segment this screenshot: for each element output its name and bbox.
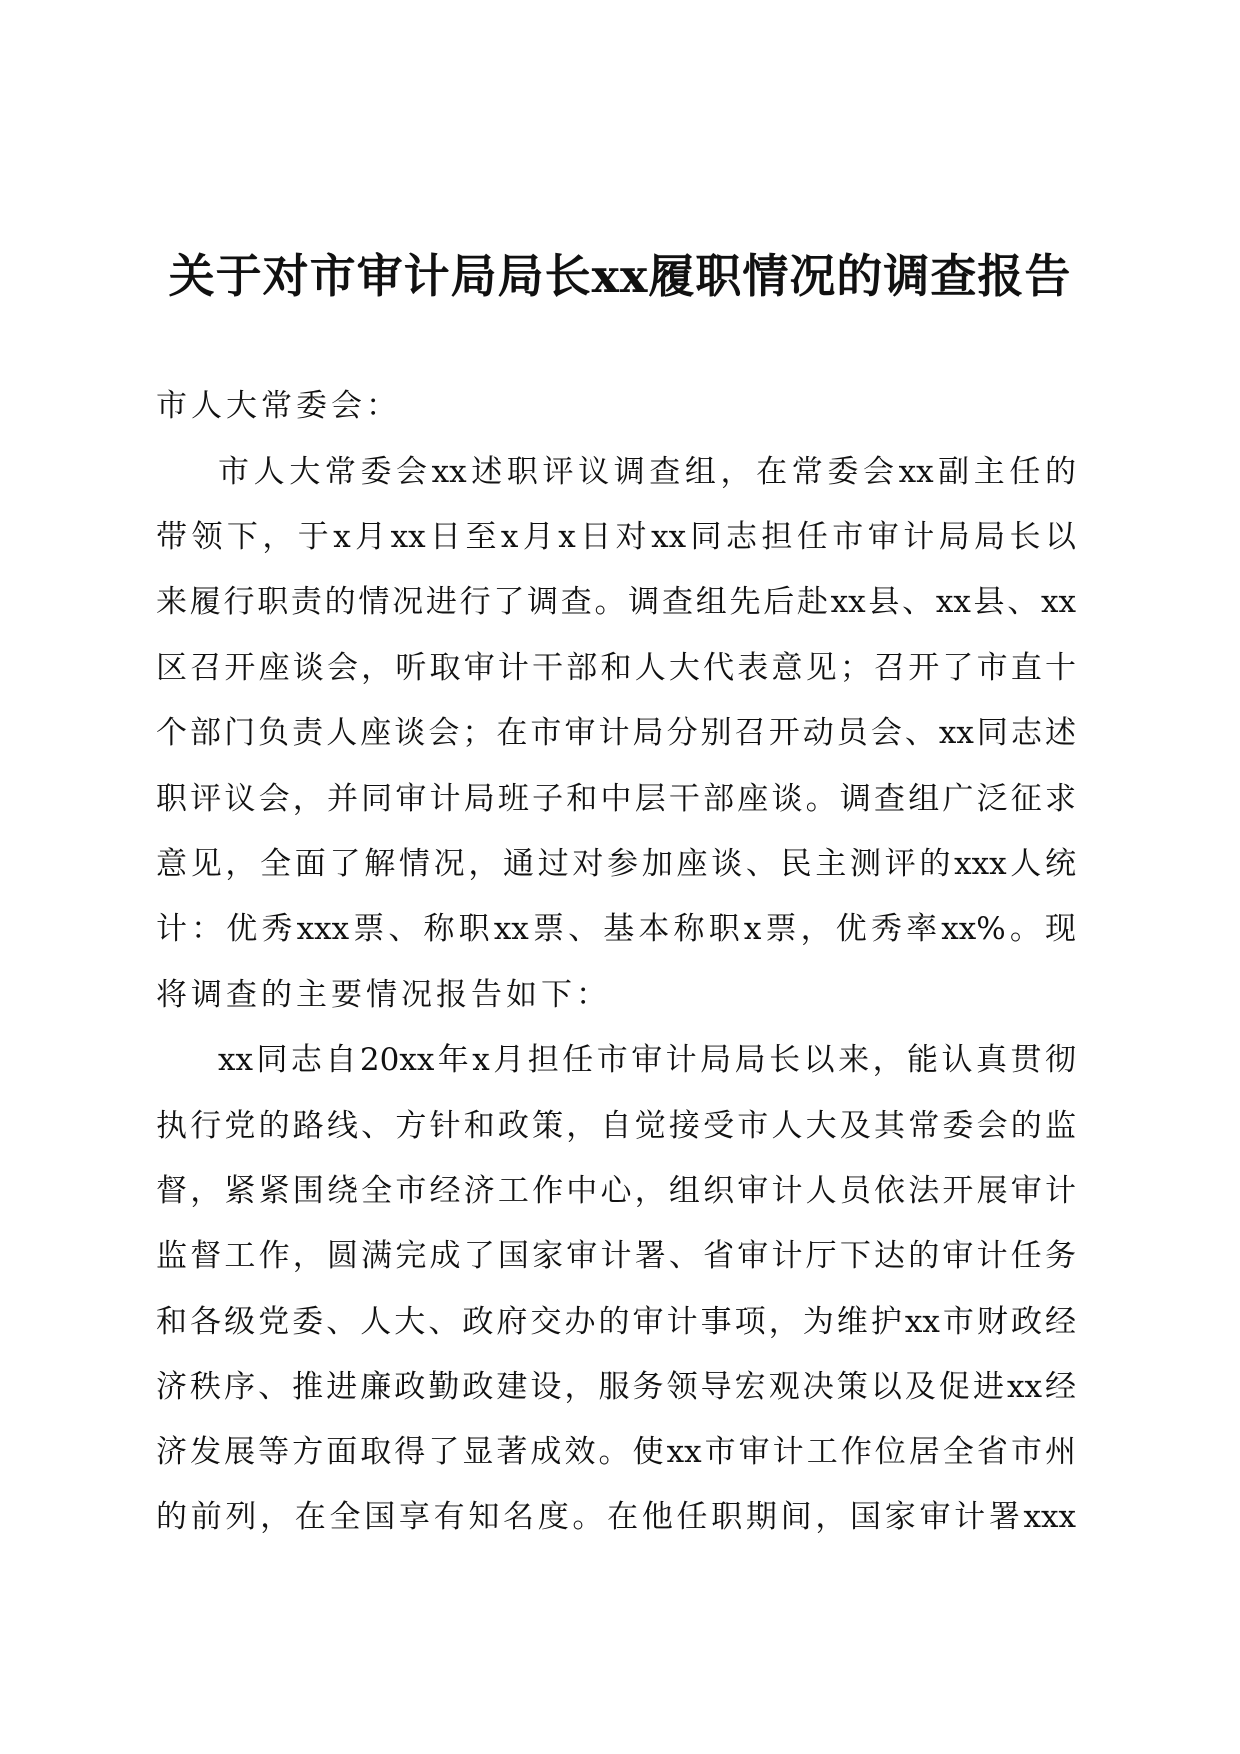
paragraph-line: 济秩序、推进廉政勤政建设，服务领导宏观决策以及促进xx经 bbox=[156, 1369, 1076, 1405]
paragraph-line: 意见，全面了解情况，通过对参加座谈、民主测评的xxx人统 bbox=[156, 846, 1076, 882]
paragraph-line: 的前列，在全国享有知名度。在他任职期间，国家审计署xxx bbox=[156, 1499, 1076, 1535]
paragraph-line: 和各级党委、人大、政府交办的审计事项，为维护xx市财政经 bbox=[156, 1304, 1076, 1340]
paragraph-line: 来履行职责的情况进行了调查。调查组先后赴xx县、xx县、xx bbox=[156, 584, 1076, 620]
paragraph-line: 济发展等方面取得了显著成效。使xx市审计工作位居全省市州 bbox=[156, 1434, 1076, 1470]
paragraph-line: 计：优秀xxx票、称职xx票、基本称职x票，优秀率xx%。现 bbox=[156, 911, 1076, 947]
paragraph-line: 督，紧紧围绕全市经济工作中心，组织审计人员依法开展审计 bbox=[156, 1173, 1076, 1209]
paragraph-line: xx同志自20xx年x月担任市审计局局长以来，能认真贯彻 bbox=[218, 1042, 1076, 1078]
paragraph-line: 职评议会，并同审计局班子和中层干部座谈。调查组广泛征求 bbox=[156, 781, 1076, 817]
salutation: 市人大常委会： bbox=[156, 388, 401, 424]
paragraph-line: 市人大常委会xx述职评议调查组，在常委会xx副主任的 bbox=[218, 454, 1076, 490]
paragraph-line: 监督工作，圆满完成了国家审计署、省审计厅下达的审计任务 bbox=[156, 1238, 1076, 1274]
document-title: 关于对市审计局局长xx履职情况的调查报告 bbox=[168, 249, 1072, 303]
paragraph-line: 将调查的主要情况报告如下： bbox=[156, 977, 611, 1013]
paragraph-line: 带领下，于x月xx日至x月x日对xx同志担任市审计局局长以 bbox=[156, 519, 1076, 555]
paragraph-line: 区召开座谈会，听取审计干部和人大代表意见；召开了市直十 bbox=[156, 650, 1076, 686]
paragraph-line: 个部门负责人座谈会；在市审计局分别召开动员会、xx同志述 bbox=[156, 715, 1076, 751]
paragraph-line: 执行党的路线、方针和政策，自觉接受市人大及其常委会的监 bbox=[156, 1108, 1076, 1144]
